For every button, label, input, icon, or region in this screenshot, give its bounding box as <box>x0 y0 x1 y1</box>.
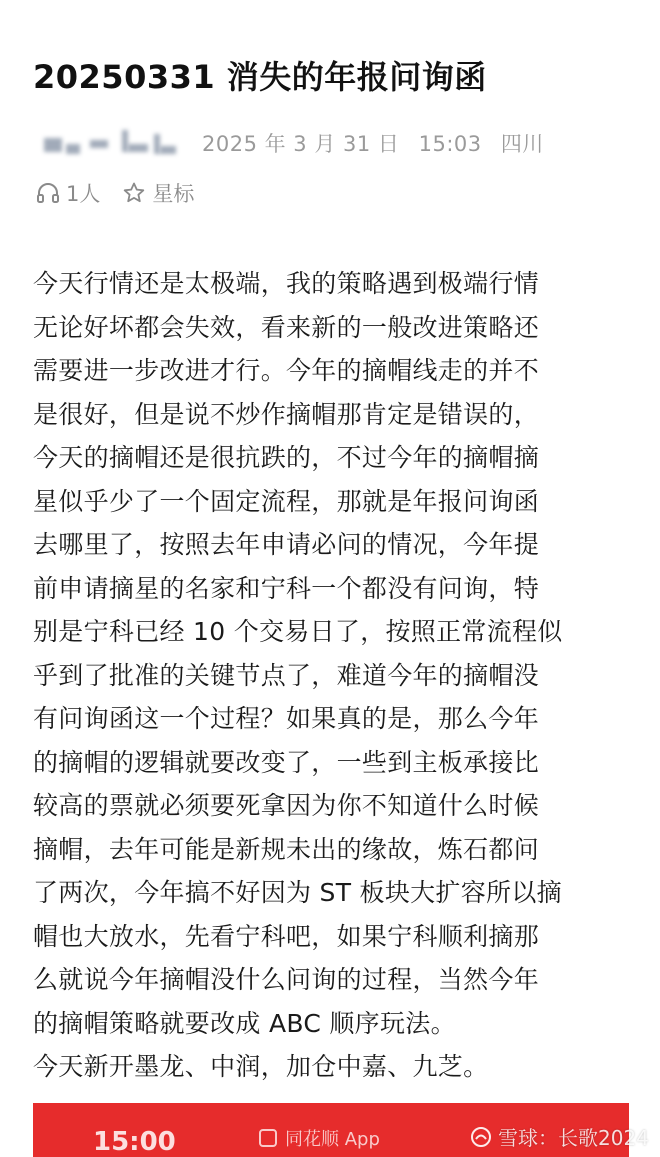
article-body-line: 前申请摘星的名家和宁科一个都没有问询，特 <box>33 573 540 603</box>
article-body-line: 有问询函这一个过程？如果真的是，那么今年 <box>33 704 540 733</box>
snowball-logo-icon <box>470 1126 492 1148</box>
author-name-blurred[interactable] <box>36 128 186 158</box>
article-body-line: 今天行情还是太极端，我的策略遇到极端行情 <box>33 269 540 298</box>
publish-time: 15:03 <box>418 132 482 156</box>
article-body-line: 今天的摘帽还是很抗跌的，不过今年的摘帽摘 <box>33 443 540 472</box>
headphones-icon <box>36 182 60 204</box>
publish-info <box>202 128 556 158</box>
article-body-line: 是很好，但是说不炒作摘帽那肯定是错误的， <box>33 399 540 429</box>
article-body-line: 别是宁科已经 10 个交易日了，按照正常流程似 <box>33 617 563 646</box>
article-meta <box>36 122 636 162</box>
card-time: 15:00 <box>93 1127 176 1157</box>
article-body-line: 的摘帽的逻辑就要改变了，一些到主板承接比 <box>33 747 540 777</box>
listeners-count[interactable] <box>36 178 100 208</box>
article-body-line: 了两次，今年搞不好因为 ST 板块大扩容所以摘 <box>33 878 562 907</box>
article-title: 20250331 消失的年报问询函 <box>33 58 487 96</box>
article-stats <box>36 178 216 208</box>
article-body-line: 乎到了批准的关键节点了，难道今年的摘帽没 <box>33 660 540 690</box>
article-body-line: 星似乎少了一个固定流程，那就是年报问询函 <box>33 486 540 516</box>
article-body-line: 较高的票就必须要死拿因为你不知道什么时候 <box>33 791 540 820</box>
star-button[interactable] <box>122 178 194 208</box>
star-label: 星标 <box>152 182 195 206</box>
card-app-name: 同花顺 App <box>285 1129 380 1150</box>
article-body-line: 的摘帽策略就要改成 ABC 顺序玩法。 <box>33 1008 456 1038</box>
publish-date: 2025 年 3 月 31 日 <box>202 132 400 156</box>
article-body <box>33 262 633 1089</box>
app-logo-icon <box>259 1129 277 1147</box>
article-body-line: 需要进一步改进才行。今年的摘帽线走的并不 <box>33 356 540 385</box>
star-outline-icon <box>122 181 146 205</box>
watermark <box>470 1122 649 1151</box>
watermark-text: 雪球：长歌2024 <box>498 1126 649 1150</box>
listeners-label: 1人 <box>66 182 101 206</box>
article-body-line: 无论好坏都会失效，看来新的一般改进策略还 <box>33 312 540 342</box>
article-body-line: 去哪里了，按照去年申请必问的情况，今年提 <box>33 530 540 559</box>
publish-location: 四川 <box>500 132 544 156</box>
article-body-line: 帽也大放水，先看宁科吧，如果宁科顺利摘那 <box>33 921 540 951</box>
article-body-line: 摘帽，去年可能是新规未出的缘故，炼石都问 <box>33 834 540 864</box>
card-app <box>259 1125 380 1151</box>
article-body-line: 么就说今年摘帽没什么问询的过程，当然今年 <box>33 965 540 994</box>
article-body-line: 今天新开墨龙、中润，加仓中嘉、九芝。 <box>33 1052 489 1081</box>
